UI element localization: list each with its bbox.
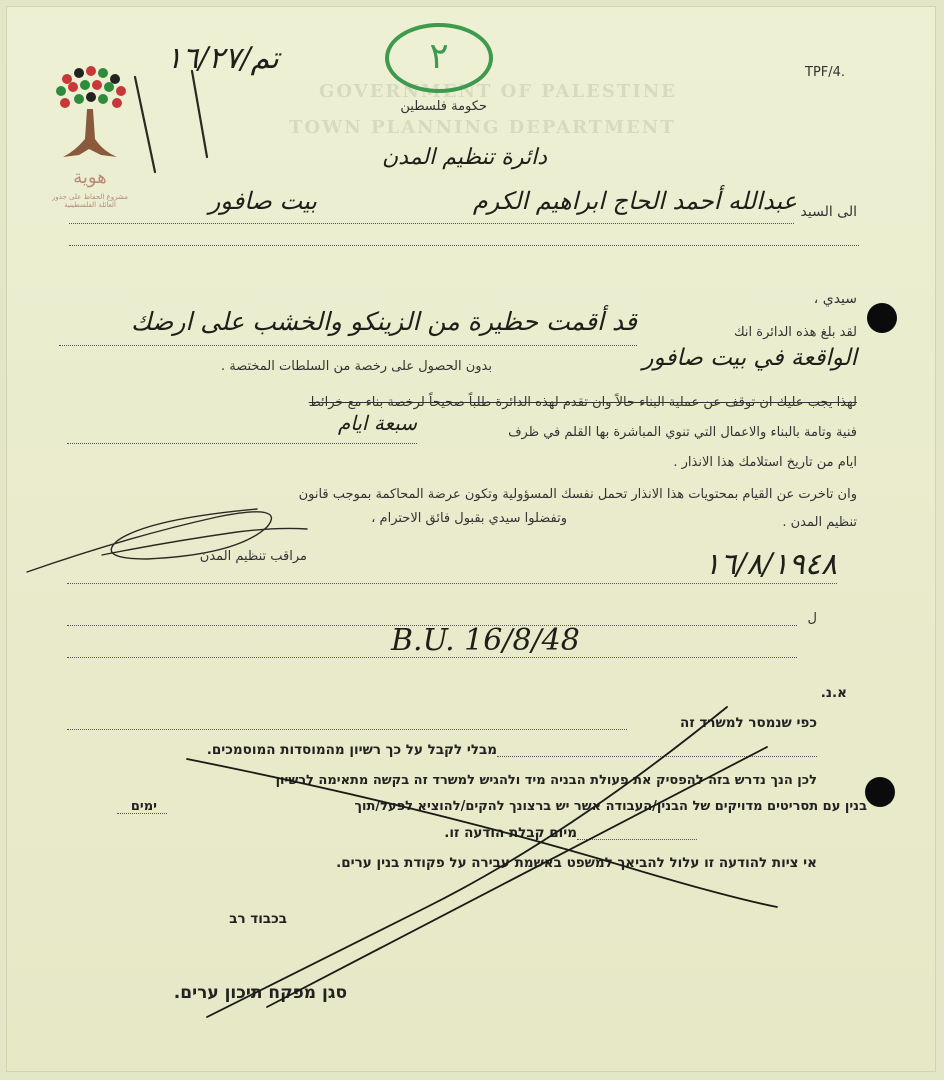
location-handwritten: الواقعة في بيت صافور: [642, 345, 857, 371]
hebrew-regards: בכבוד רב: [229, 911, 287, 927]
hebrew-line-3: לכן הנך נדרש בזה להפסיק את פעולת הבניה מיד ולהגיש למשרד זה בקשה מתאימה לרשיון: [275, 773, 817, 788]
demand-line-2: فنية وتامة بالبناء والاعمال التي تنوي المباشرة بها القلم في ظرف: [508, 425, 857, 440]
handwritten-reference: تم/١٦/٢٧: [166, 41, 279, 76]
hebrew-line-5: מיום קבלת הודעה זו.: [444, 825, 577, 841]
department-title: دائرة تنظيم المدن: [381, 145, 547, 170]
hebrew-line-4-days: ימים: [130, 799, 157, 814]
logo-tagline-2: جذور العائلة الفلسطينية: [52, 193, 116, 209]
addressee-place: بيت صافور: [208, 187, 317, 215]
ghost-header-line2: TOWN PLANNING DEPARTMENT: [289, 117, 676, 138]
receipt-handwritten: B.U. 16/8/48: [391, 623, 580, 658]
addressee-name: عبدالله أحمد الحاج ابراهيم الكرم: [472, 187, 797, 215]
violation-handwritten: قد أقمت حظيرة من الزينكو والخشب على ارضك: [131, 307, 637, 336]
logo-tagline-1: مشروع الحفاظ على: [69, 193, 128, 201]
strike-line-2: [267, 747, 767, 1007]
without-permit: بدون الحصول على رخصة من السلطات المختصة .: [220, 359, 492, 374]
hebrew-initials: א.נ.: [820, 685, 847, 701]
date-handwritten: ١٦/٨/١٩٤٨: [703, 547, 837, 582]
circled-number: ٢: [429, 36, 449, 77]
hebrew-signatory: סגן מפקח תיכון ערים.: [173, 983, 347, 1003]
hebrew-line-4: בנין עם תסריטים מדויקים של הבנין/העבודה אשר יש ברצונך להקים/להוציא לפעל/תוך: [354, 799, 867, 814]
ink-strokes-overlay: [7, 7, 935, 1071]
closing: وتفضلوا سيدي بقبول فائق الاحترام ،: [371, 511, 567, 526]
period-handwritten: سبعة ايام: [337, 411, 417, 435]
demand-line-1: لهذا يجب عليك ان توقف عن عملية البناء حالاً وان تقدم لهذه الدائرة طلباً صحيحاً لرخصة بناء مع خرائط: [308, 395, 857, 410]
government-title: حكومة فلسطين: [400, 99, 487, 114]
intro-printed: لقد بلغ هذه الدائرة انك: [733, 325, 857, 340]
signature-scribble: [27, 509, 271, 572]
strike-line-3: [187, 759, 777, 907]
hebrew-line-2: מבלי לקבל על כך רשיון מהמוסדות המוסמכים.: [206, 742, 497, 758]
strike-line-1: [207, 707, 727, 1017]
document-page: [6, 6, 936, 1072]
warning-line-1: وان تاخرت عن القيام بمحتويات هذا الانذار تحمل نفسك المسؤولية وتكون عرضة المحاكمة بموجب قانون: [298, 487, 857, 502]
addressee-prefix: الى السيد: [800, 204, 857, 220]
warning-line-2: تنظيم المدن .: [782, 515, 857, 530]
demand-line-3: ايام من تاريخ استلامك هذا الانذار .: [673, 455, 857, 470]
form-code: TPF/4.: [805, 65, 846, 80]
signatory-title: مراقب تنظيم المدن: [199, 549, 307, 564]
receipt-prefix: ل: [807, 611, 817, 626]
ghost-header-line1: GOVERNMENT OF PALESTINE: [319, 81, 677, 102]
hebrew-line-1: כפי שנמסר למשרד זה: [680, 715, 817, 731]
salutation: سيدي ،: [813, 291, 857, 307]
logo-title: هوية: [73, 167, 107, 188]
hebrew-line-6: אי ציות להודעה זו עלול להביאך למשפט באשמת עבירה על פקודת בנין ערים.: [336, 855, 817, 871]
